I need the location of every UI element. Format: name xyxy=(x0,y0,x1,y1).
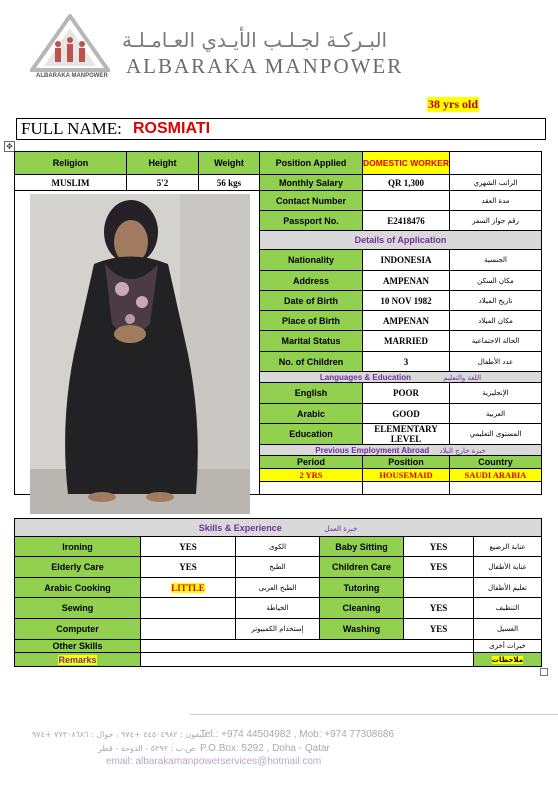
detail-arabic: مكان الميلاد xyxy=(450,311,542,331)
language-label: English xyxy=(260,383,363,404)
skill-arabic: الخياطة xyxy=(236,598,320,619)
period-col-header: Period xyxy=(260,456,363,469)
detail-label: Place of Birth xyxy=(260,311,363,331)
skill-arabic: الطبخ xyxy=(236,557,320,578)
education-arabic: المستوى التعليمي xyxy=(450,424,542,445)
skill-value: YES xyxy=(404,537,474,557)
blank-cell xyxy=(450,152,542,175)
detail-value: AMPENAN xyxy=(363,271,450,291)
monthly-salary-arabic: الراتب الشهري xyxy=(450,175,542,191)
full-name-box xyxy=(16,118,546,140)
skill-value: YES xyxy=(141,557,236,578)
skill-value xyxy=(141,619,236,640)
detail-arabic: الجنسية xyxy=(450,250,542,271)
skills-header-text: Skills & Experience xyxy=(198,522,282,533)
detail-value: MARRIED xyxy=(363,331,450,352)
footer-phone-arabic: تليفون : ٤٤٥٠٤٩٨٢ +٩٧٤ ، جوال : ٧٧٣٠٨٦٨٦ +٩٧٤ xyxy=(32,730,207,739)
remarks-arabic: ملاحظات xyxy=(491,655,524,664)
skill-label: Computer xyxy=(15,619,141,640)
skills-table xyxy=(14,518,542,667)
employment-empty xyxy=(260,482,363,495)
footer-address: P.O.Box: 5292 , Doha - Qatar xyxy=(200,743,330,754)
detail-arabic: عدد الأطفال xyxy=(450,352,542,372)
skill-value: YES xyxy=(404,619,474,640)
detail-label: No. of Children xyxy=(260,352,363,372)
monthly-salary-value: QR 1,300 xyxy=(363,175,450,191)
skill-arabic: الطبخ العربى xyxy=(236,578,320,598)
detail-label: Nationality xyxy=(260,250,363,271)
skill-value xyxy=(404,578,474,598)
footer-email: email: albarakamanpowerservices@hotmail.com xyxy=(106,756,322,767)
skill-value: YES xyxy=(141,537,236,557)
skill-value xyxy=(141,598,236,619)
skill-label: Arabic Cooking xyxy=(15,578,141,598)
education-label: Education xyxy=(260,424,363,445)
skill-arabic: الكوى xyxy=(236,537,320,557)
employment-country: SAUDI ARABIA xyxy=(450,469,542,482)
other-skills-arabic: خبرات أخرى xyxy=(474,640,542,653)
logo-caption: ALBARAKA MANPOWER xyxy=(36,73,108,79)
detail-arabic: تاريخ الميلاد xyxy=(450,291,542,311)
language-arabic: الإنجليزية xyxy=(450,383,542,404)
detail-label: Address xyxy=(260,271,363,291)
skill-label: Tutoring xyxy=(320,578,404,598)
skill-arabic: التنظيف xyxy=(474,598,542,619)
other-skills-value xyxy=(141,640,474,653)
skill-arabic: تعليم الأطفال xyxy=(474,578,542,598)
remarks-label-cell xyxy=(15,653,141,667)
skill-value: YES xyxy=(404,557,474,578)
footer-address-arabic: ص.ب : ٥٢٩٢ - الدوحة - قطر xyxy=(98,744,196,753)
languages-header-text: Languages & Education xyxy=(319,372,412,382)
skills-header xyxy=(15,519,542,537)
skill-arabic: عناية الأطفال xyxy=(474,557,542,578)
employment-empty xyxy=(450,482,542,495)
language-label: Arabic xyxy=(260,404,363,424)
skill-value: LITTLE xyxy=(171,582,205,593)
skill-label: Children Care xyxy=(320,557,404,578)
detail-value: INDONESIA xyxy=(363,250,450,271)
employment-empty xyxy=(363,482,450,495)
education-value: ELEMENTARY LEVEL xyxy=(363,424,450,445)
detail-value: AMPENAN xyxy=(363,311,450,331)
skill-label: Sewing xyxy=(15,598,141,619)
skill-arabic: الغسيل xyxy=(474,619,542,640)
skill-label: Elderly Care xyxy=(15,557,141,578)
detail-label: Date of Birth xyxy=(260,291,363,311)
languages-header-arabic: اللغة والتعليم xyxy=(443,373,482,382)
skills-header-arabic: خبرة العمل xyxy=(324,524,358,533)
full-name-label: FULL NAME: xyxy=(21,119,122,138)
table-resize-handle-icon[interactable] xyxy=(540,668,548,676)
contact-number-value xyxy=(363,191,450,211)
skill-arabic: إستخدام الكمبيوتر xyxy=(236,619,320,640)
detail-arabic: الحالة الاجتماعية xyxy=(450,331,542,352)
position-applied-value: DOMESTIC WORKER xyxy=(363,152,450,175)
employment-header-arabic: خبرة خارج البلاد xyxy=(439,446,486,455)
religion-value: MUSLIM xyxy=(15,175,127,191)
language-value: GOOD xyxy=(363,404,450,424)
skill-label: Cleaning xyxy=(320,598,404,619)
detail-value: 10 NOV 1982 xyxy=(363,291,450,311)
weight-label: Weight xyxy=(199,152,260,175)
employment-period: 2 YRS xyxy=(260,469,363,482)
height-value: 5'2 xyxy=(127,175,199,191)
table-move-handle-icon[interactable]: ✥ xyxy=(4,141,15,152)
height-label: Height xyxy=(127,152,199,175)
skill-label: Baby Sitting xyxy=(320,537,404,557)
employment-header-text: Previous Employment Abroad xyxy=(315,445,430,455)
full-name-value: ROSMIATI xyxy=(133,120,211,137)
contact-number-arabic: مدة العقد xyxy=(450,191,542,211)
details-header: Details of Application xyxy=(260,231,542,250)
brand-name-arabic: البـركـة لجـلـب الأيـدي العـامـلـة xyxy=(122,28,388,52)
country-col-header: Country xyxy=(450,456,542,469)
skill-label: Ironing xyxy=(15,537,141,557)
skill-value-cell xyxy=(141,578,236,598)
language-value: POOR xyxy=(363,383,450,404)
age-badge: 38 yrs old xyxy=(428,97,479,111)
other-skills-label: Other Skills xyxy=(15,640,141,653)
skill-value: YES xyxy=(404,598,474,619)
language-arabic: العربية xyxy=(450,404,542,424)
contact-number-label: Contact Number xyxy=(260,191,363,211)
albaraka-logo-icon xyxy=(30,14,110,72)
employment-header xyxy=(260,445,542,456)
monthly-salary-label: Monthly Salary xyxy=(260,175,363,191)
languages-header xyxy=(260,372,542,383)
weight-value: 56 kgs xyxy=(199,175,260,191)
remarks-label: Remarks xyxy=(58,654,97,665)
brand-name: ALBARAKA MANPOWER xyxy=(126,54,404,78)
detail-label: Marital Status xyxy=(260,331,363,352)
candidate-photo xyxy=(30,194,250,514)
passport-value: E2418476 xyxy=(363,211,450,231)
position-applied-label: Position Applied xyxy=(260,152,363,175)
religion-label: Religion xyxy=(15,152,127,175)
employment-position: HOUSEMAID xyxy=(363,469,450,482)
detail-value: 3 xyxy=(363,352,450,372)
skill-arabic: عناية الرضيع xyxy=(474,537,542,557)
position-col-header: Position xyxy=(363,456,450,469)
passport-arabic: رقم جواز السفر xyxy=(450,211,542,231)
footer-phone: Tel.: +974 44504982 , Mob: +974 77308686 xyxy=(200,729,395,740)
remarks-value xyxy=(141,653,474,667)
footer-divider xyxy=(190,714,558,715)
skill-label: Washing xyxy=(320,619,404,640)
passport-label: Passport No. xyxy=(260,211,363,231)
remarks-arabic-cell xyxy=(474,653,542,667)
detail-arabic: مكان السكن xyxy=(450,271,542,291)
